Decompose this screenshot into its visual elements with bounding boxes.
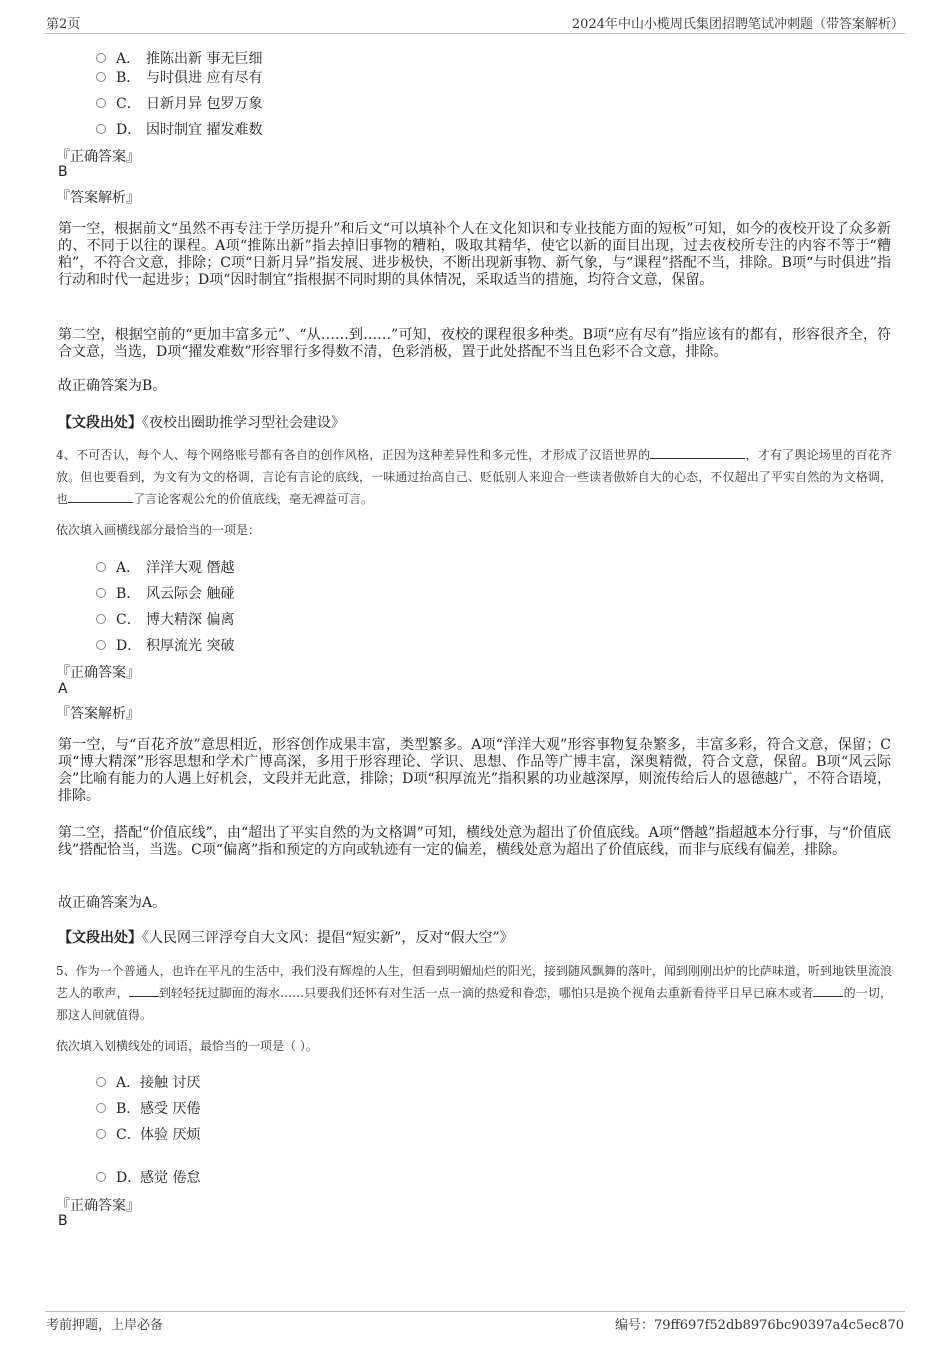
radio-icon[interactable] xyxy=(96,72,106,82)
fill-blank[interactable] xyxy=(650,446,745,459)
q5-option-c[interactable]: C．体验 厌烦 xyxy=(96,1124,200,1144)
q5-answer-label: 『正确答案』 xyxy=(56,1198,140,1214)
header-divider xyxy=(45,33,905,34)
radio-icon[interactable] xyxy=(96,1129,106,1139)
q4-stem: 4、不可否认，每个人、每个网络账号都有各自的创作风格，正因为这种差异性和多元性，才形成了汉语世界的 ，才有了舆论场里的百花齐放。但也要看到，为文有为文的格调，言论有言论的底线，一味通过抬高自己、贬低别人来迎合一些读者傲娇自大的心态，不仅超出了平实自然的为文格调，也 了言论客观公允的价值底线，毫无裨益可言。 xyxy=(56,448,892,506)
q3-analysis-label: 『答案解析』 xyxy=(56,190,140,206)
radio-icon[interactable] xyxy=(96,124,106,134)
radio-icon[interactable] xyxy=(96,1172,106,1182)
q5-answer: B xyxy=(58,1213,68,1229)
q4-analysis-label: 『答案解析』 xyxy=(56,706,140,722)
q3-option-d[interactable]: D． 因时制宜 擢发难数 xyxy=(96,119,262,139)
q3-option-b[interactable]: B． 与时俱进 应有尽有 xyxy=(96,67,262,87)
q5-stem: 5、作为一个普通人，也许在平凡的生活中，我们没有辉煌的人生，但看到明媚灿烂的阳光，接到随风飘舞的落叶，闻到刚刚出炉的比萨味道，听到地铁里流浪艺人的歌声， 到轻轻抚过脚面的海水……只要我们还怀有对生活一点一滴的热爱和眷恋，哪怕只是换个视角去重新看待平日早已麻木或者 的一切，那这人间就值得。 xyxy=(56,964,892,1022)
q4-analysis-paragraph-1: 第一空，与“百花齐放”意思相近，形容创作成果丰富，类型繁多。A项“洋洋大观”形容事物复杂繁多，丰富多彩，符合文意，保留；C项“博大精深”形容思想和学术广博高深，多用于形容理论、学识、思想、作品等广博丰富，深奥精微，符合文意，保留。B项“风云际会”比喻有能力的人遇上好机会，文段并无此意，排除；D项“积厚流光”指积累的功业越深厚，则流传给后人的恩德越广，不符合语境，排除。 xyxy=(58,737,891,804)
page-number: 第2页 xyxy=(46,17,81,32)
radio-icon[interactable] xyxy=(96,53,106,63)
fill-blank[interactable] xyxy=(813,984,843,997)
q4-option-a[interactable]: A． 洋洋大观 僭越 xyxy=(96,557,234,577)
radio-icon[interactable] xyxy=(96,1103,106,1113)
q4-answer-label: 『正确答案』 xyxy=(56,665,140,681)
q4-answer: A xyxy=(58,681,68,697)
q4-conclusion: 故正确答案为A。 xyxy=(58,895,167,911)
q3-option-a[interactable]: A． 推陈出新 事无巨细 xyxy=(96,48,262,68)
q5-option-a[interactable]: A．接触 讨厌 xyxy=(96,1072,200,1092)
fill-blank[interactable] xyxy=(129,984,159,997)
q4-analysis-paragraph-2: 第二空，搭配“价值底线”，由“超出了平实自然的为文格调”可知，横线处意为超出了价值底线。A项“僭越”指超越本分行事，与“价值底线”搭配恰当，当选。C项“偏离”指和预定的方向或轨迹有一定的偏差，横线处意为超出了价值底线，而非与底线有偏差，排除。 xyxy=(58,825,891,858)
radio-icon[interactable] xyxy=(96,98,106,108)
radio-icon[interactable] xyxy=(96,1077,106,1087)
q4-option-b[interactable]: B． 风云际会 触碰 xyxy=(96,583,234,603)
q3-analysis-paragraph-1: 第一空，根据前文“虽然不再专注于学历提升”和后文“可以填补个人在文化知识和专业技能方面的短板”可知，如今的夜校开设了众多新的、不同于以往的课程。A项“推陈出新”指去掉旧事物的糟粕，吸取其精华，使它以新的面目出现，过去夜校所专注的内容不等于“糟粕”，不符合文意，排除；C项“日新月异”指发展、进步极快，不断出现新事物、新气象，与“课程”搭配不当，排除。B项“与时俱进”指行动和时代一起进步；D项“因时制宜”指根据不同时期的具体情况，采取适当的措施，均符合文意，保留。 xyxy=(58,221,891,288)
radio-icon[interactable] xyxy=(96,614,106,624)
q3-answer: B xyxy=(58,164,68,180)
q3-source: 【文段出处】《夜校出圈助推学习型社会建设》 xyxy=(58,415,345,431)
q3-analysis-paragraph-2: 第二空，根据空前的“更加丰富多元”、“从……到……”可知，夜校的课程很多种类。B项“应有尽有”指应该有的都有，形容很齐全，符合文意，当选，D项“擢发难数”形容罪行多得数不清，色彩消极，置于此处搭配不当且色彩不合文意，排除。 xyxy=(58,327,891,360)
document-title: 2024年中山小榄周氏集团招聘笔试冲刺题（带答案解析） xyxy=(571,17,904,32)
footer-slogan: 考前押题，上岸必备 xyxy=(46,1318,164,1333)
document-id: 编号：79ff697f52db8976bc90397a4c5ec870 xyxy=(615,1318,904,1333)
q3-conclusion: 故正确答案为B。 xyxy=(58,378,167,394)
q3-option-c[interactable]: C． 日新月异 包罗万象 xyxy=(96,93,262,113)
radio-icon[interactable] xyxy=(96,640,106,650)
q4-prompt: 依次填入画横线部分最恰当的一项是： xyxy=(56,523,261,537)
q4-option-c[interactable]: C． 博大精深 偏离 xyxy=(96,609,234,629)
q5-option-b[interactable]: B．感受 厌倦 xyxy=(96,1098,200,1118)
q4-source: 【文段出处】《人民网三评浮夸自大文风：提倡“短实新”，反对“假大空”》 xyxy=(58,930,514,946)
q5-prompt: 依次填入划横线处的词语，最恰当的一项是（ ）。 xyxy=(56,1039,318,1053)
footer-divider xyxy=(45,1311,905,1312)
fill-blank[interactable] xyxy=(68,490,133,503)
q5-option-d[interactable]: D．感觉 倦怠 xyxy=(96,1167,200,1187)
radio-icon[interactable] xyxy=(96,562,106,572)
q3-answer-label: 『正确答案』 xyxy=(56,149,140,165)
radio-icon[interactable] xyxy=(96,588,106,598)
q4-option-d[interactable]: D． 积厚流光 突破 xyxy=(96,635,234,655)
